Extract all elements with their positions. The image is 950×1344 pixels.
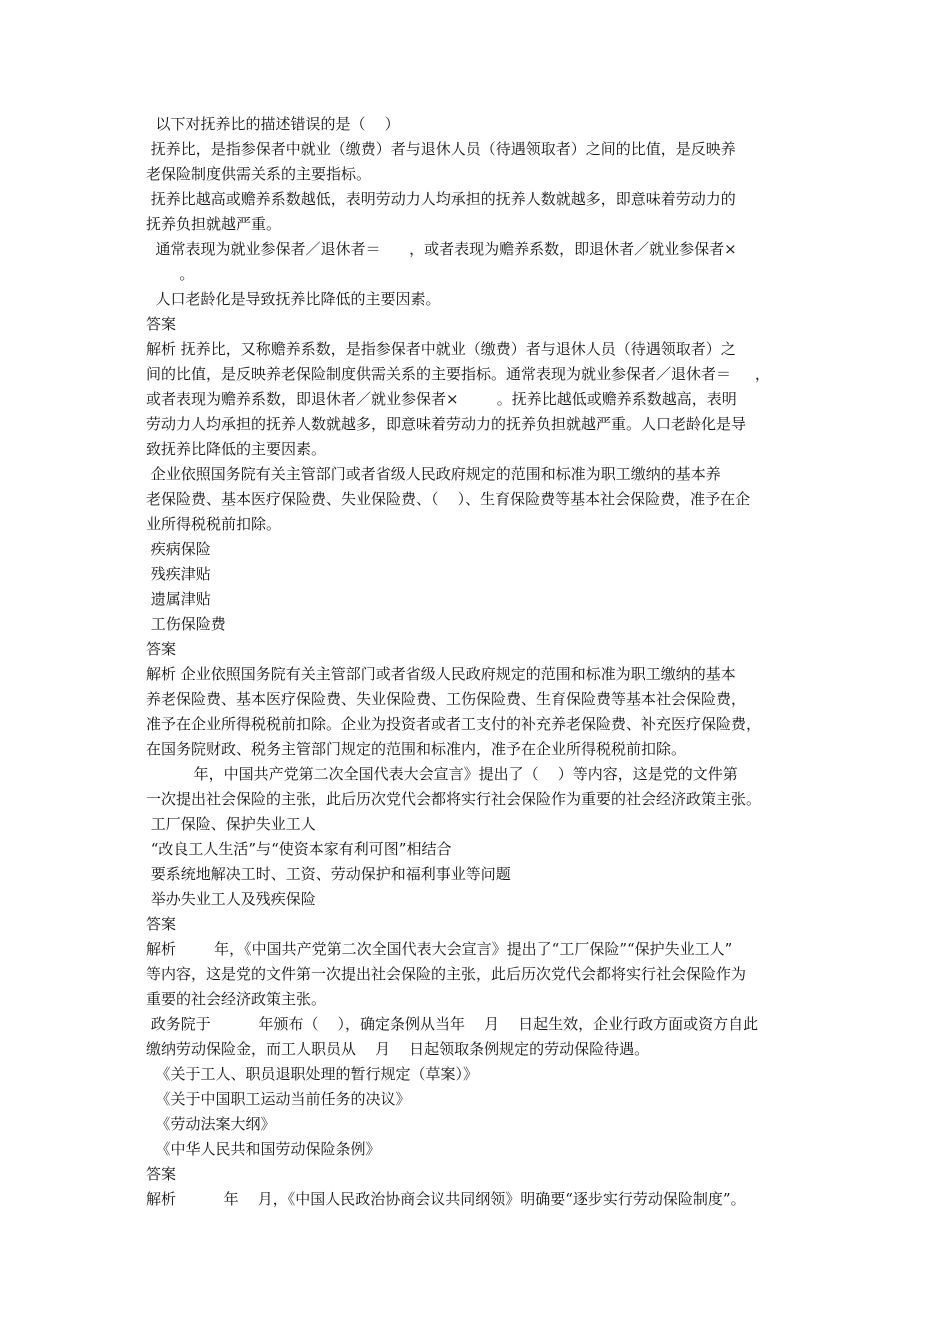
q3-explanation-line2: 等内容，这是党的文件第一次提出社会保险的主张，此后历次党代会都将实行社会保险作为	[146, 965, 747, 983]
q1-option-b-line2: 抚养负担就越严重。	[146, 215, 282, 233]
q1-option-a-line2: 老保险制度供需关系的主要指标。	[146, 165, 372, 183]
question-2-stem-line2: 老保险费、基本医疗保险费、失业保险费、（ ）、生育保险费等基本社会保险费，准予在企	[146, 490, 751, 508]
q1-explanation-line4: 劳动力人均承担的抚养人数就越多，即意味着劳动力的抚养负担就越严重。人口老龄化是导	[146, 415, 747, 433]
q2-explanation-line4: 在国务院财政、税务主管部门规定的范围和标准内，准予在企业所得税税前扣除。	[146, 740, 687, 758]
q1-explanation-line5: 致抚养比降低的主要因素。	[146, 440, 327, 458]
q1-option-a-line1: 抚养比，是指参保者中就业（缴费）者与退休人员（待遇领取者）之间的比值，是反映养	[146, 140, 736, 158]
q1-option-c-line1: 通常表现为就业参保者／退休者＝ ，或者表现为赡养系数，即退休者／就业参保者×	[146, 240, 737, 258]
q3-explanation-line1: 解析 年，《中国共产党第二次全国代表大会宣言》提出了“工厂保险”“保护失业工人”	[146, 940, 733, 958]
q1-explanation-line1: 解析 抚养比，又称赡养系数，是指参保者中就业（缴费）者与退休人员（待遇领取者）之	[146, 340, 736, 358]
q4-option-d: 《中华人民共和国劳动保险条例》	[146, 1140, 381, 1158]
q1-explanation-line3: 或者表现为赡养系数，即退休者／就业参保者× 。抚养比越低或赡养系数越高，表明	[146, 390, 737, 408]
q3-option-c: 要系统地解决工时、工资、劳动保护和福利事业等问题	[146, 865, 511, 883]
question-2-stem-line1: 企业依照国务院有关主管部门或者省级人民政府规定的范围和标准为职工缴纳的基本养	[146, 465, 721, 483]
q1-option-c-line2: 。	[146, 265, 195, 283]
q3-option-a: 工厂保险、保护失业工人	[146, 815, 316, 833]
q3-option-d: 举办失业工人及残疾保险	[146, 890, 316, 908]
question-1-stem: 以下对抚养比的描述错误的是（ ）	[146, 115, 400, 133]
q3-explanation-line3: 重要的社会经济政策主张。	[146, 990, 327, 1008]
q2-option-a: 疾病保险	[146, 540, 211, 558]
q4-option-a: 《关于工人、职员退职处理的暂行规定（草案）》	[146, 1065, 479, 1083]
q3-option-b: “改良工人生活”与“使资本家有利可图”相结合	[146, 840, 452, 858]
q2-explanation-line3: 准予在企业所得税税前扣除。企业为投资者或者工支付的补充养老保险费、补充医疗保险费，	[146, 715, 762, 733]
q1-option-b-line1: 抚养比越高或赡养系数越低，表明劳动力人均承担的抚养人数就越多，即意味着劳动力的	[146, 190, 736, 208]
q1-option-d: 人口老龄化是导致抚养比降低的主要因素。	[146, 290, 441, 308]
q4-answer-label: 答案	[146, 1165, 177, 1183]
q2-answer-label: 答案	[146, 640, 177, 658]
q3-answer-label: 答案	[146, 915, 177, 933]
document-body	[146, 112, 818, 1212]
q1-explanation-line2: 间的比值，是反映养老保险制度供需关系的主要指标。通常表现为就业参保者／退休者＝ ，	[146, 365, 770, 383]
q2-explanation-line2: 养老保险费、基本医疗保险费、失业保险费、工伤保险费、生育保险费等基本社会保险费，	[146, 690, 747, 708]
q4-option-b: 《关于中国职工运动当前任务的决议》	[146, 1090, 411, 1108]
q4-option-c: 《劳动法案大纲》	[146, 1115, 276, 1133]
q2-explanation-line1: 解析 企业依照国务院有关主管部门或者省级人民政府规定的范围和标准为职工缴纳的基本	[146, 665, 736, 683]
q4-explanation-line1: 解析 年 月，《中国人民政治协商会议共同纲领》明确要“逐步实行劳动保险制度”。	[146, 1190, 746, 1208]
question-3-stem-line1: 年，中国共产党第二次全国代表大会宣言》提出了（ ）等内容，这是党的文件第	[146, 765, 738, 783]
q2-option-c: 遗属津贴	[146, 590, 211, 608]
q2-option-b: 残疾津贴	[146, 565, 211, 583]
question-4-stem-line1: 政务院于 年颁布（ ），确定条例从当年 月 日起生效，企业行政方面或资方自此	[146, 1015, 759, 1033]
question-3-stem-line2: 一次提出社会保险的主张，此后历次党代会都将实行社会保险作为重要的社会经济政策主张。	[146, 790, 762, 808]
q2-option-d: 工伤保险费	[146, 615, 226, 633]
q1-answer-label: 答案	[146, 315, 177, 333]
question-4-stem-line2: 缴纳劳动保险金，而工人职员从 月 日起领取条例规定的劳动保险待遇。	[146, 1040, 650, 1058]
question-2-stem-line3: 业所得税税前扣除。	[146, 515, 282, 533]
